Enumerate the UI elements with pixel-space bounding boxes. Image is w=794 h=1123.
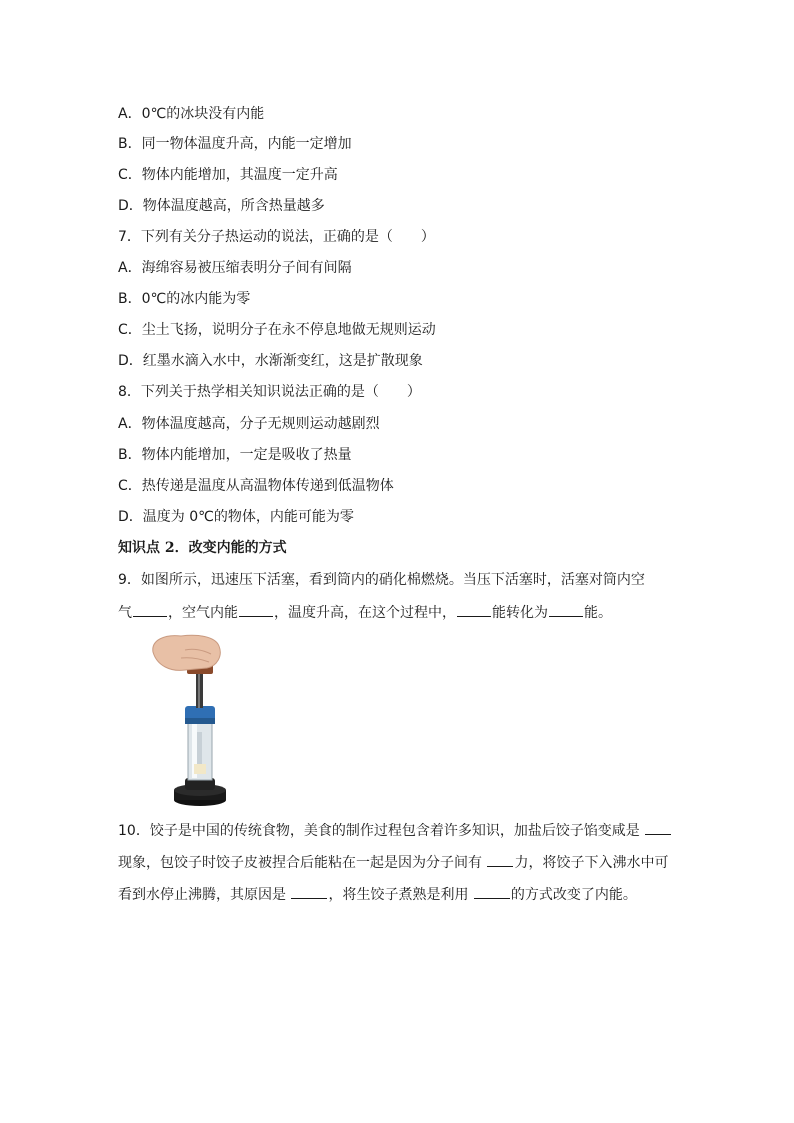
q10-text-1: 10．饺子是中国的传统食物，美食的制作过程包含着许多知识，加盐后饺子馅变咸是 (118, 823, 645, 839)
q9-text-2: ，空气内能 (168, 605, 238, 621)
q9-text-1: 气 (118, 605, 132, 621)
q9-text-3: ，温度升高，在这个过程中， (274, 605, 456, 621)
q7-stem: 7．下列有关分子热运动的说法，正确的是（ ） (118, 229, 435, 245)
q9-line-1: 9．如图所示，迅速压下活塞，看到筒内的硝化棉燃烧。当压下活塞时，活塞对筒内空 (118, 572, 645, 588)
q8-stem: 8．下列关于热学相关知识说法正确的是（ ） (118, 384, 421, 400)
q10-line-1 (118, 820, 672, 841)
answer-blank[interactable] (291, 884, 327, 899)
q9-line-2 (118, 602, 612, 623)
answer-blank[interactable] (239, 602, 273, 617)
q10-text-2: 现象，包饺子时饺子皮被捏合后能粘在一起是因为分子间有 (118, 855, 487, 871)
piston-apparatus-figure (145, 632, 235, 810)
q8-option-b: B．物体内能增加，一定是吸收了热量 (118, 447, 352, 463)
q10-text-4: 看到水停止沸腾，其原因是 (118, 887, 291, 903)
q10-line-2 (118, 852, 668, 873)
q8-option-c: C．热传递是温度从高温物体传递到低温物体 (118, 478, 394, 494)
section-heading: 知识点 2．改变内能的方式 (118, 540, 287, 556)
q6-option-b: B．同一物体温度升高，内能一定增加 (118, 136, 352, 152)
q7-option-c: C．尘土飞扬，说明分子在永不停息地做无规则运动 (118, 322, 436, 338)
q7-option-a: A．海绵容易被压缩表明分子间有间隔 (118, 260, 352, 276)
q8-option-a: A．物体温度越高，分子无规则运动越剧烈 (118, 416, 380, 432)
q8-option-d: D．温度为 0℃的物体，内能可能为零 (118, 509, 354, 525)
answer-blank[interactable] (133, 602, 167, 617)
answer-blank[interactable] (487, 852, 513, 867)
q10-text-3: 力，将饺子下入沸水中可 (514, 855, 669, 871)
q9-text-5: 能。 (584, 605, 612, 621)
answer-blank[interactable] (474, 884, 510, 899)
q10-text-6: 的方式改变了内能。 (510, 887, 637, 903)
q6-option-d: D．物体温度越高，所含热量越多 (118, 198, 325, 214)
q7-option-d: D．红墨水滴入水中，水渐渐变红，这是扩散现象 (118, 353, 423, 369)
q9-text-4: 能转化为 (492, 605, 548, 621)
q10-line-3 (118, 884, 637, 905)
q10-text-5: ，将生饺子煮熟是利用 (328, 887, 473, 903)
q6-option-a: A．0℃的冰块没有内能 (118, 106, 265, 122)
q7-option-b: B．0℃的冰内能为零 (118, 291, 251, 307)
answer-blank[interactable] (457, 602, 491, 617)
q6-option-c: C．物体内能增加，其温度一定升高 (118, 167, 338, 183)
answer-blank[interactable] (549, 602, 583, 617)
answer-blank[interactable] (645, 820, 671, 835)
